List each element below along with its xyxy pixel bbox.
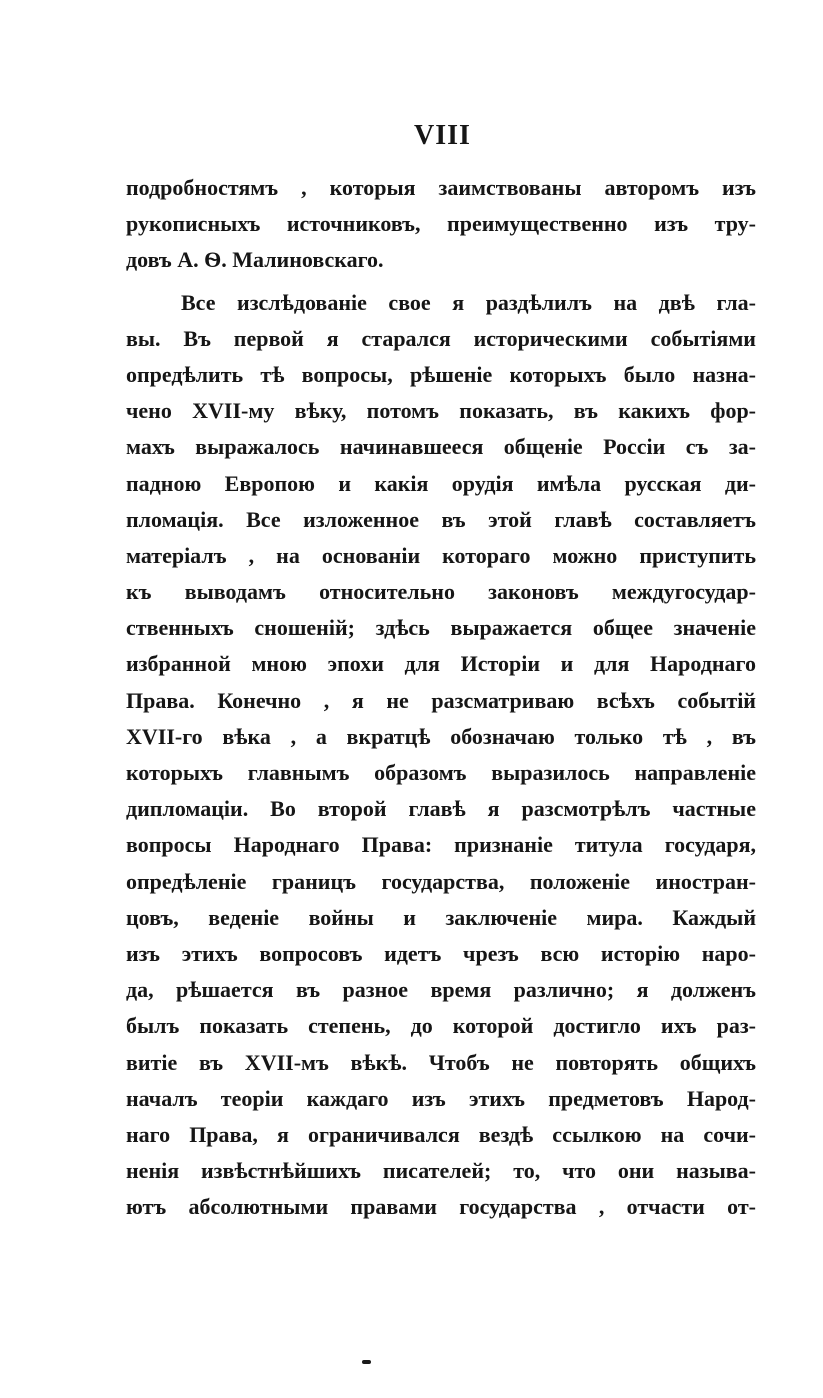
- text-line: XVII-го вѣка , а вкратцѣ обозначаю только тѣ , въ: [126, 723, 756, 749]
- paragraph-2: [126, 285, 756, 1226]
- text-line: началъ теоріи каждаго изъ этихъ предметовъ Народ-: [126, 1085, 756, 1111]
- text-line: изъ этихъ вопросовъ идетъ чрезъ всю исторію наро-: [126, 940, 756, 966]
- text-line: ненія извѣстнѣйшихъ писателей; то, что они называ-: [126, 1158, 756, 1184]
- text-line: махъ выражалось начинавшееся общеніе Россіи съ за-: [126, 434, 756, 460]
- text-line: къ выводамъ относительно законовъ междугосудар-: [126, 579, 756, 605]
- text-line: ютъ абсолютными правами государства , отчасти от-: [126, 1194, 756, 1220]
- text-line: подробностямъ , которыя заимствованы авторомъ изъ: [126, 175, 756, 200]
- text-line: былъ показать степень, до которой достигло ихъ раз-: [126, 1013, 756, 1039]
- text-line: пломація. Все изложенное въ этой главѣ составляетъ: [126, 506, 756, 532]
- text-line: да, рѣшается въ разное время различно; я долженъ: [126, 977, 756, 1003]
- text-line: опредѣленіе границъ государства, положеніе иностран-: [126, 868, 756, 894]
- text-line: наго Права, я ограничивался вездѣ ссылкою на сочи-: [126, 1121, 756, 1147]
- text-line: довъ А. Ѳ. Малиновскаго.: [126, 247, 384, 273]
- text-line: матеріалъ , на основаніи котораго можно приступить: [126, 542, 756, 568]
- text-line: рукописныхъ источниковъ, преимущественно изъ тру-: [126, 211, 756, 237]
- text-line: вы. Въ первой я старался историческими событіями: [126, 325, 756, 351]
- text-line: Все изслѣдованіе свое я раздѣлилъ на двѣ гла-: [181, 289, 756, 315]
- text-line: Права. Конечно , я не разсматриваю всѣхъ событій: [126, 687, 756, 713]
- page-number: VIII: [414, 120, 471, 151]
- text-line: опредѣлить тѣ вопросы, рѣшеніе которыхъ было назна-: [126, 361, 756, 387]
- text-line: падною Европою и какія орудія имѣла русская ди-: [126, 470, 756, 496]
- body-text: [126, 170, 756, 1225]
- print-mark: [362, 1360, 371, 1364]
- text-line: которыхъ главнымъ образомъ выразилось направленіе: [126, 760, 756, 785]
- text-line: избранной мною эпохи для Исторіи и для Народнаго: [126, 651, 756, 677]
- paragraph-1: [126, 170, 756, 279]
- text-line: вопросы Народнаго Права: признаніе титула государя,: [126, 832, 756, 858]
- text-line: цовъ, веденіе войны и заключеніе мира. Каждый: [126, 904, 756, 930]
- text-line: ственныхъ сношеній; здѣсь выражается общее значеніе: [126, 615, 756, 641]
- text-line: чено XVII-му вѣку, потомъ показать, въ какихъ фор-: [126, 398, 756, 424]
- text-line: витіе въ XVII-мъ вѣкѣ. Чтобъ не повторять общихъ: [126, 1049, 756, 1075]
- text-line: дипломаціи. Во второй главѣ я разсмотрѣлъ частные: [126, 796, 756, 822]
